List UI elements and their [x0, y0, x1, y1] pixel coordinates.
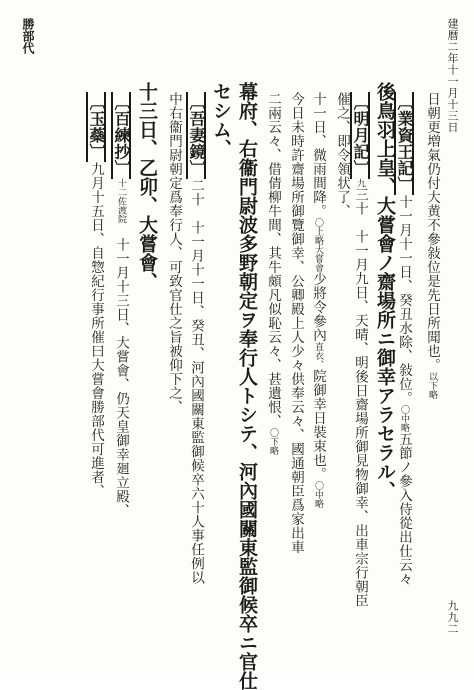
text-column — [137, 82, 156, 291]
annotation-note: 十二佐渡院 — [116, 178, 126, 224]
text-run: 今日未時許齋場所御覽御幸、公卿殿上人少々供奉云々、國通朝臣爲家出車 — [288, 92, 304, 554]
annotation-note: 〇上略大嘗會 — [313, 218, 323, 272]
text-run: セシム、 — [210, 82, 232, 158]
source-citation: 〔吾妻鏡〕 — [187, 94, 206, 177]
source-citation: 〔百練抄〕 — [112, 94, 131, 177]
text-column — [311, 92, 325, 508]
text-column — [186, 92, 206, 585]
date-header: 建暦二年十一月十三日 — [446, 18, 459, 133]
text-column — [375, 82, 394, 500]
text-run: 三十 十一月九日、天晴、明後日齋場所御見物御幸、出車宗行朝臣 — [352, 187, 368, 608]
text-column — [211, 82, 230, 158]
text-column — [394, 92, 414, 586]
text-column — [425, 92, 439, 399]
annotation-note: 〇中略 — [399, 405, 409, 432]
running-head: 勝部代 — [21, 18, 35, 54]
text-column — [167, 92, 181, 414]
annotation-note: 〇中略 — [313, 481, 323, 508]
text-run: 日朝更増氣仍付大黄不參敍位是先日所聞也。 — [424, 92, 440, 372]
annotation-note: 〇下略 — [268, 428, 278, 455]
page-number: 九九二 — [446, 600, 459, 635]
text-run: 二十 十一月十一日、癸丑、河內國關東監御候卒六十人事任例以 — [188, 178, 204, 585]
text-column — [335, 92, 349, 218]
source-citation: 〔明月記〕 — [351, 94, 370, 177]
text-column — [111, 92, 131, 518]
source-citation: 〔玉蘂〕 — [87, 94, 106, 160]
text-run: 催之、即令領状了、 — [334, 92, 350, 218]
text-run: 九月十五日、自惣紀行事所催曰大嘗會勝部代可進者、 — [88, 162, 104, 498]
text-run: 二兩云々、借倩柳牛間、其牛頗凡似恥云々、甚遺恨、 — [265, 92, 281, 428]
text-run: 少將令參內 — [310, 272, 326, 342]
annotation-note: 九 — [355, 178, 365, 188]
text-run: 十三日、乙卯、大嘗會、 — [136, 82, 158, 291]
text-run: 十一月十三日、大嘗會、仍天皇御幸廻立殿、 — [113, 223, 129, 518]
text-column — [350, 92, 370, 608]
text-run: 中右衞門尉朝定爲奉行人、可致官仕之旨被仰下之、 — [166, 92, 182, 414]
text-run: 院御幸日裝束也。 — [310, 369, 326, 481]
text-run: 十一月十一日、癸丑水除、敍位。 — [396, 195, 412, 405]
annotation-note: 以下略 — [427, 372, 437, 399]
text-run: 幕府、右衞門尉波多野朝定ヲ奉行人トシテ、河內國關東監御候卒ニ官仕 — [236, 82, 258, 690]
text-column — [289, 92, 303, 554]
text-column — [266, 92, 280, 455]
text-column — [86, 92, 106, 498]
text-run: 五節ノ參入侍從出仕云々 — [396, 432, 412, 586]
text-run: 十一日、微雨間降。 — [310, 92, 326, 218]
text-column — [237, 82, 256, 690]
annotation-note: 直衣、 — [313, 342, 323, 369]
text-run: 後鳥羽上皇、大嘗會ノ齋場所ニ御幸アラセラル、 — [374, 82, 396, 500]
source-citation: 〔業資王記〕 — [395, 94, 414, 193]
